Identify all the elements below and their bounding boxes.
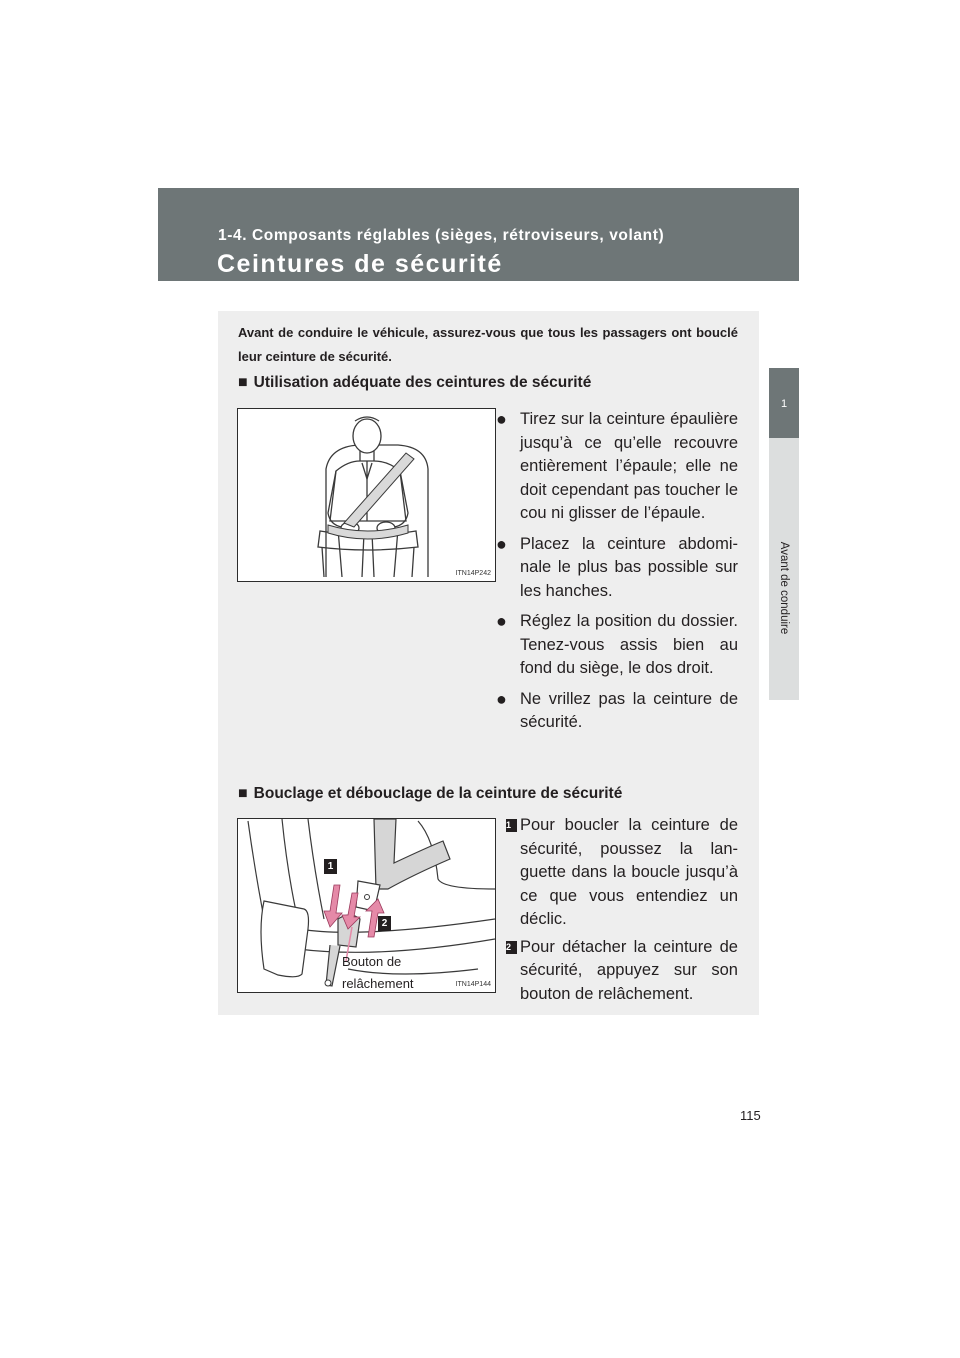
figure-code: ITN14P144 [455,981,491,988]
callout-1: 1 [324,859,337,874]
heading-square-icon: ■ [238,374,248,391]
bullet-icon: ● [496,533,507,554]
list-item: ● Tirez sur la ceinture épaulière jusqu’à ce qu’elle recouvre entièrement l’épaule; elle ne doit cependant pas toucher le cou ni glisser de l’épaule. [496,409,738,522]
step-number-badge: 1 [506,819,517,832]
chapter-header [158,188,799,281]
intro-text: Avant de conduire le véhicule, assurez-vous que tous les passagers ont bouclé leur ceinture de sécurité. [238,325,738,364]
list-item: ● Placez la ceinture abdominale le plus bas possible sur les hanches. [496,533,738,600]
figure-code: ITN14P242 [455,570,491,577]
page-number: 115 [740,1108,761,1123]
bullet-icon: ● [496,409,507,429]
seated-passenger-illustration [238,409,495,581]
section-heading-usage [238,374,591,392]
figure-seated-passenger [237,408,496,582]
callout-2: 2 [378,916,391,931]
content-box [218,311,759,1015]
chapter-tab [769,368,799,438]
chapter-title: Avant de conduire [778,541,790,635]
figure-buckle [237,818,496,993]
list-item: ● Ne vrillez pas la ceinture de sécurité. [496,688,738,731]
bullet-icon: ● [496,611,507,631]
usage-bullet-list [492,408,738,742]
list-item: ● Réglez la position du dossier. Tenez-vous assis bien au fond du siège, le dos droit. [496,611,738,677]
section-label: 1-4. Composants réglables (sièges, rétroviseurs, volant) [218,227,665,244]
step-item: 1 Pour boucler la ceinture de sécurité, poussez la languette dans la boucle jusqu’à ce que vous entendiez un déclic. [506,816,738,928]
chapter-title-tab [769,438,799,700]
section-heading-text: Bouclage et débouclage de la ceinture de sécurité [253,785,623,802]
figure-label: Bouton de relâchement [342,954,414,991]
step-item: 2 Pour détacher la ceinture de sécurité, appuyez sur son bouton de relâchement. [506,937,738,1003]
section-heading-buckling [238,785,622,803]
buckling-step-list [492,814,738,1010]
chapter-number: 1 [780,398,788,410]
step-number-badge: 2 [506,941,517,954]
page-title: Ceintures de sécurité [217,250,503,278]
bullet-icon: ● [496,688,507,709]
heading-square-icon: ■ [238,785,248,802]
section-heading-text: Utilisation adéquate des ceintures de sécurité [253,374,592,391]
